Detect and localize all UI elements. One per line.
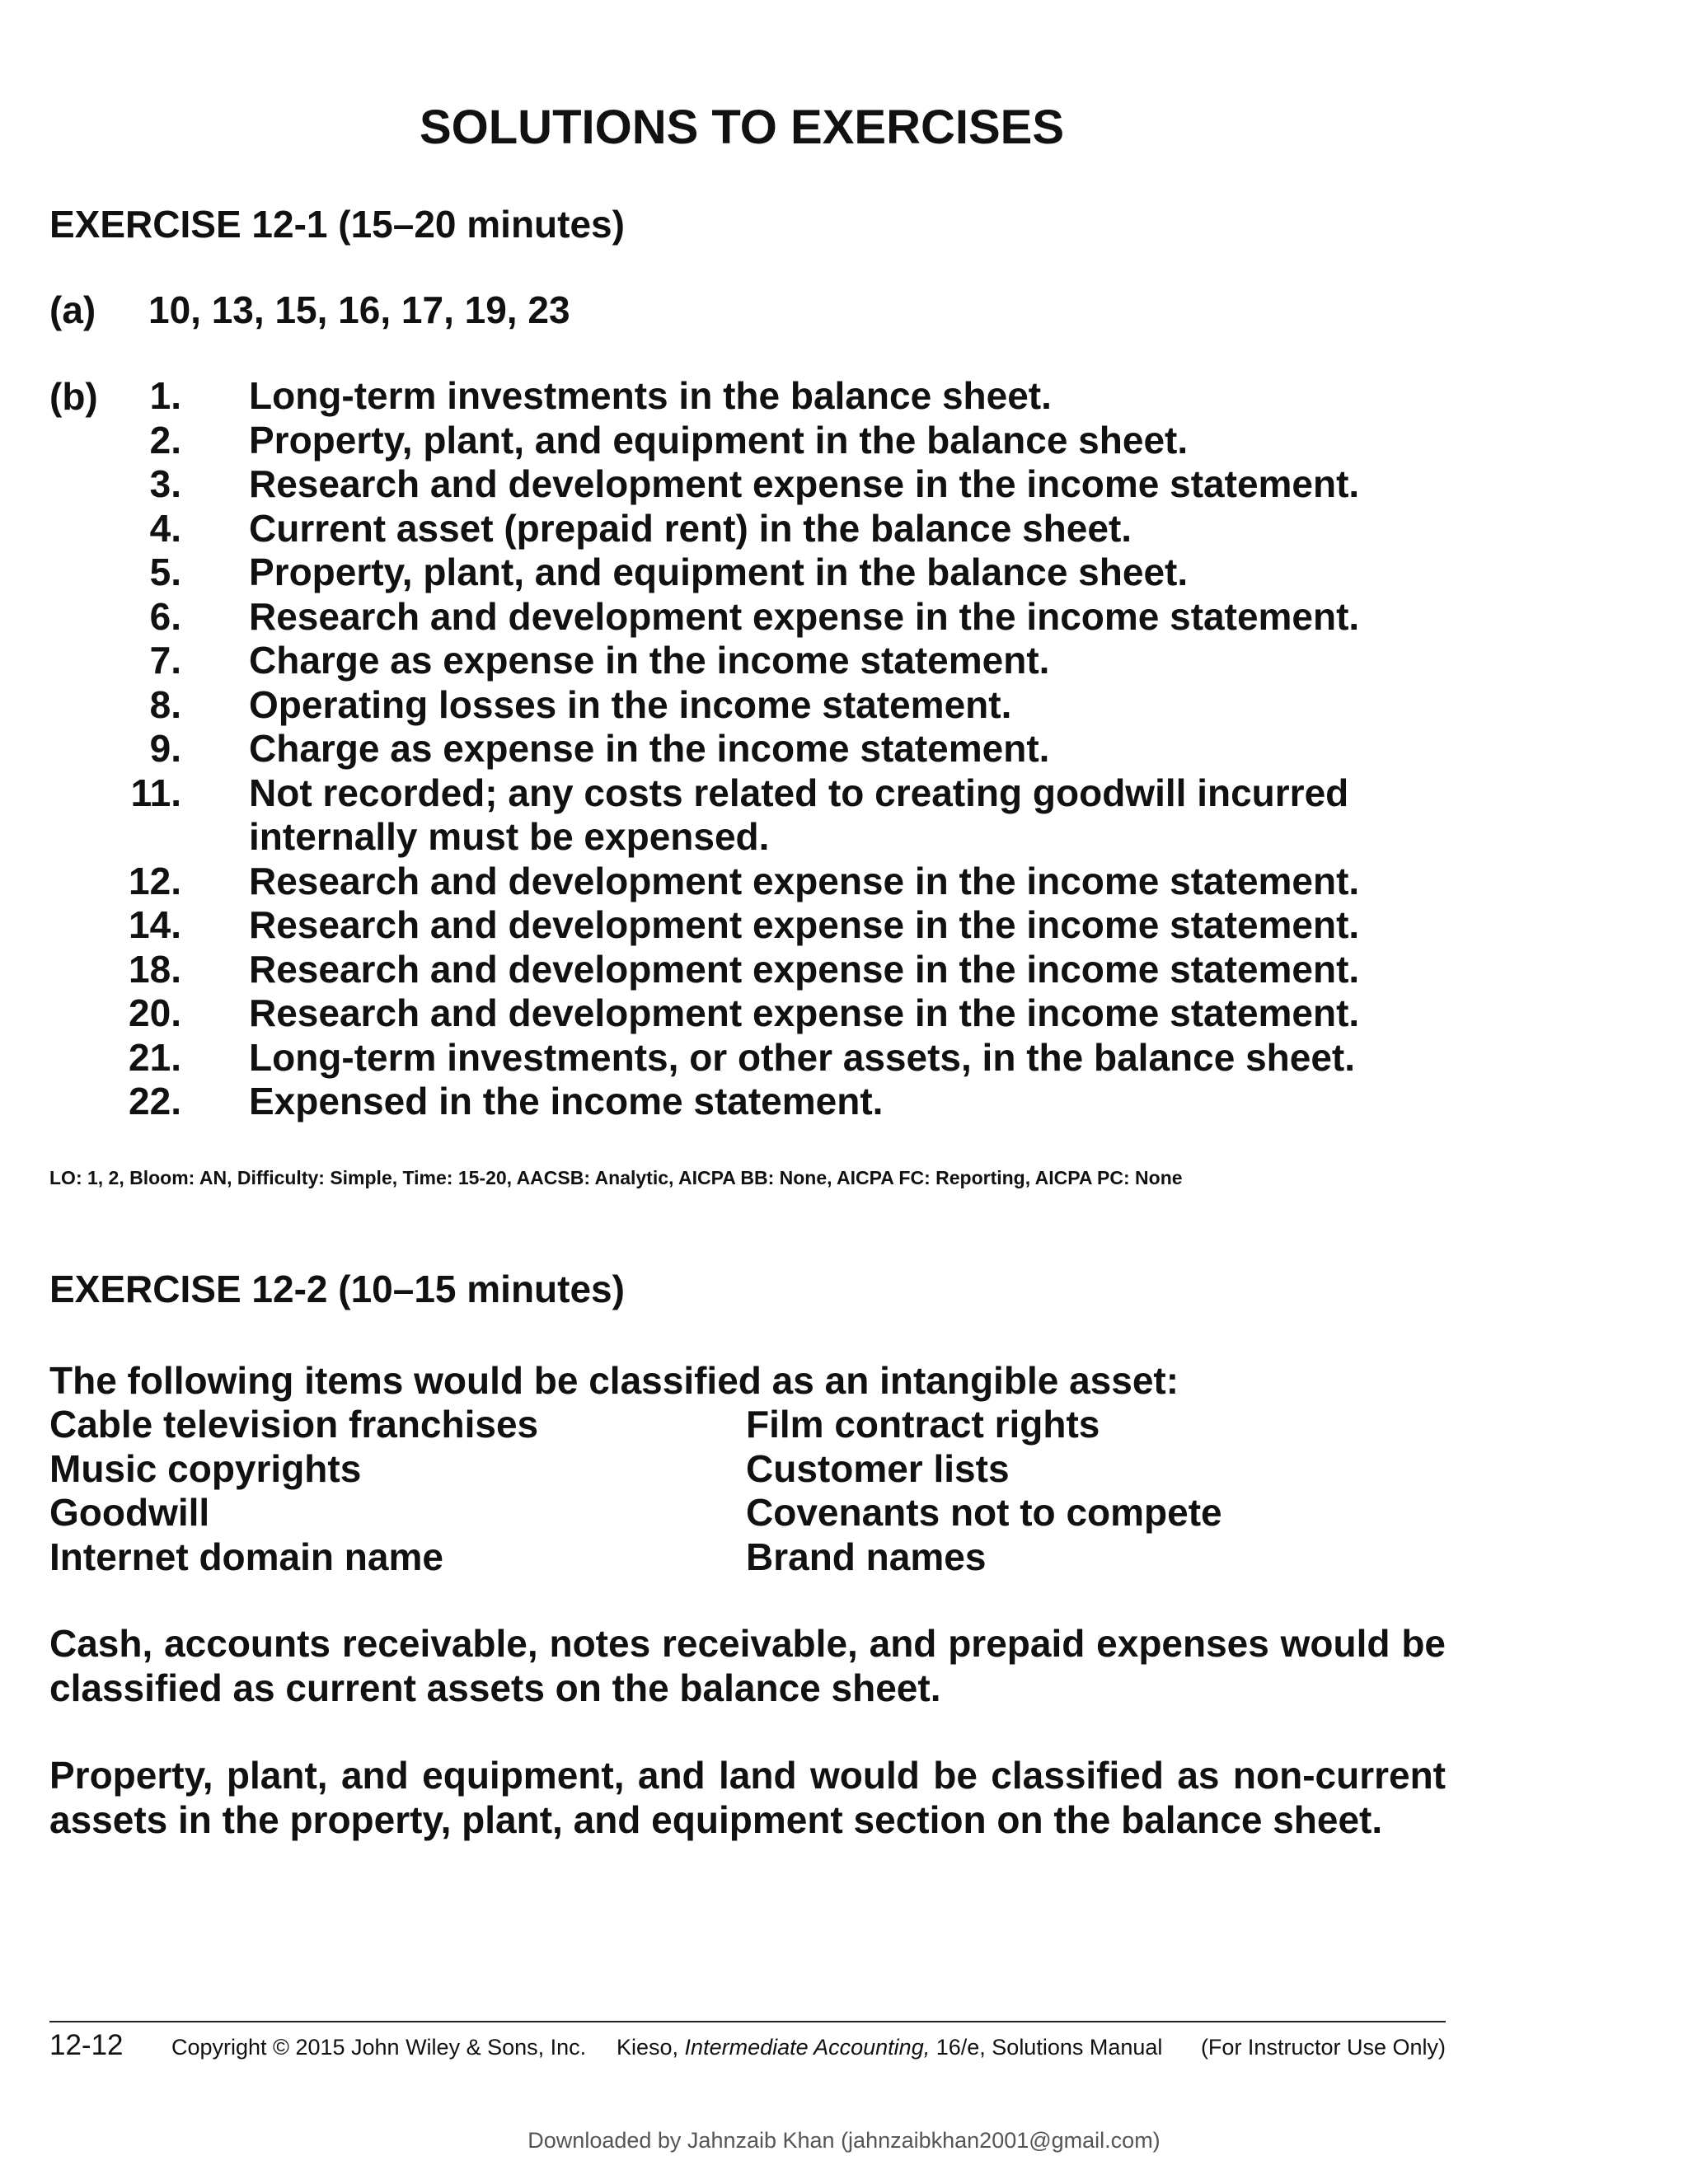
part-b-item-number: 3. <box>149 462 181 505</box>
part-b-item-text: Charge as expense in the income statement. <box>249 639 1050 682</box>
current-assets-paragraph: Cash, accounts receivable, notes receivable, and prepaid expenses would be classified as current assets on the balance sheet. <box>49 1622 1446 1709</box>
part-b-item-text: Research and development expense in the income statement. <box>249 947 1360 991</box>
part-b-item-text: Long-term investments in the balance sheet. <box>249 374 1052 417</box>
part-b-item <box>0 419 1451 463</box>
part-b-item <box>0 462 1451 507</box>
intangible-asset-item: Music copyrights <box>49 1446 362 1490</box>
intangible-asset-item: Cable television franchises <box>49 1403 539 1446</box>
part-b-item-text: Operating losses in the income statement. <box>249 682 1012 726</box>
copyright-notice: Copyright © 2015 John Wiley & Sons, Inc. <box>171 2035 587 2060</box>
part-b-item-text: Research and development expense in the income statement. <box>249 462 1360 505</box>
part-b-item-text: Research and development expense in the income statement. <box>249 991 1360 1034</box>
book-author: Kieso, <box>617 2035 685 2060</box>
part-b-item <box>0 683 1451 728</box>
intangible-asset-item: Internet domain name <box>49 1535 443 1578</box>
part-b-item-text: Expensed in the income statement. <box>249 1080 884 1122</box>
part-b-item <box>0 727 1451 771</box>
intangibles-row <box>49 1535 1451 1580</box>
page-number: 12-12 <box>49 2029 124 2061</box>
footer-rule <box>49 2021 1446 2022</box>
part-b-item <box>0 551 1451 595</box>
part-b-list <box>0 374 1451 1124</box>
part-b-item-text: Long-term investments, or other assets, in the balance sheet. <box>249 1035 1356 1079</box>
intangible-asset-item: Covenants not to compete <box>746 1491 1222 1534</box>
part-b-item-number: 2. <box>149 418 181 462</box>
part-b-item-number: 12. <box>129 859 181 902</box>
part-b-item-number: 9. <box>149 727 181 770</box>
part-b-label: (b) <box>49 375 98 418</box>
part-b-item <box>0 1080 1451 1124</box>
part-b-item-number: 4. <box>149 506 181 550</box>
intangible-asset-item: Customer lists <box>746 1446 1010 1490</box>
part-b-item-number: 18. <box>129 947 181 991</box>
part-b-item-number: 22. <box>129 1080 181 1122</box>
part-b-item-number: 8. <box>149 682 181 726</box>
part-b-item-text: Research and development expense in the income statement. <box>249 859 1360 902</box>
part-b-item <box>0 948 1451 992</box>
part-b-item <box>0 507 1451 551</box>
intangible-asset-item: Film contract rights <box>746 1403 1100 1446</box>
exercise-12-1-heading: EXERCISE 12-1 (15–20 minutes) <box>49 203 625 246</box>
instructor-use-note: (For Instructor Use Only) <box>1200 2035 1446 2060</box>
part-b-item-number: 21. <box>129 1035 181 1079</box>
part-b-item-number: 14. <box>129 903 181 946</box>
part-b-item-number: 6. <box>149 594 181 638</box>
learning-objectives-line: LO: 1, 2, Bloom: AN, Difficulty: Simple, Time: 15-20, AACSB: Analytic, AICPA BB: None, AICPA FC: Reporting, AICPA PC: None <box>49 1167 1183 1188</box>
book-citation <box>617 2034 1162 2060</box>
part-b-item-text: Research and development expense in the income statement. <box>249 903 1360 946</box>
download-attribution: Downloaded by Jahnzaib Khan (jahnzaibkhan2001@gmail.com) <box>528 2128 1160 2153</box>
book-edition: 16/e, Solutions Manual <box>930 2035 1163 2060</box>
intangibles-row <box>49 1491 1451 1535</box>
part-b-item-number: 20. <box>129 991 181 1034</box>
part-b-item <box>0 903 1451 948</box>
part-b-item-text: Charge as expense in the income statement. <box>249 727 1050 770</box>
part-b-item-text: Research and development expense in the income statement. <box>249 594 1360 638</box>
part-b-item-number: 11. <box>130 771 181 814</box>
part-b-item <box>0 991 1451 1036</box>
part-b-item-number: 1. <box>149 374 181 417</box>
exercise-12-2-heading: EXERCISE 12-2 (10–15 minutes) <box>49 1268 625 1310</box>
page-footer <box>49 2027 1446 2069</box>
intangibles-list <box>49 1403 1451 1579</box>
part-b-item <box>0 374 1451 419</box>
intangible-asset-item: Goodwill <box>49 1491 210 1534</box>
part-b-item <box>0 1036 1451 1080</box>
book-title: Intermediate Accounting, <box>684 2035 931 2060</box>
part-b-item <box>0 860 1451 904</box>
part-a-answer: 10, 13, 15, 16, 17, 19, 23 <box>148 288 570 331</box>
part-b-item-number: 5. <box>149 551 181 593</box>
part-b-item <box>0 595 1451 640</box>
intangibles-row <box>49 1403 1451 1447</box>
part-b-item <box>0 639 1451 683</box>
intangible-asset-item: Brand names <box>746 1535 987 1578</box>
part-a-label: (a) <box>49 288 96 331</box>
ppe-paragraph: Property, plant, and equipment, and land would be classified as non-current assets in the property, plant, and equipment section on the balance sheet. <box>49 1754 1446 1841</box>
part-b-item-text: Current asset (prepaid rent) in the balance sheet. <box>249 506 1132 550</box>
intangibles-row <box>49 1447 1451 1492</box>
part-b-item-text: Not recorded; any costs related to creating goodwill incurred internally must be expensed. <box>249 771 1349 858</box>
page-title: SOLUTIONS TO EXERCISES <box>419 101 1065 154</box>
part-b-item-text: Property, plant, and equipment in the balance sheet. <box>249 551 1189 593</box>
part-b-item <box>0 771 1451 860</box>
intangibles-intro: The following items would be classified as an intangible asset: <box>49 1359 1179 1402</box>
part-b-item-number: 7. <box>149 639 181 682</box>
part-b-item-text: Property, plant, and equipment in the balance sheet. <box>249 418 1189 462</box>
